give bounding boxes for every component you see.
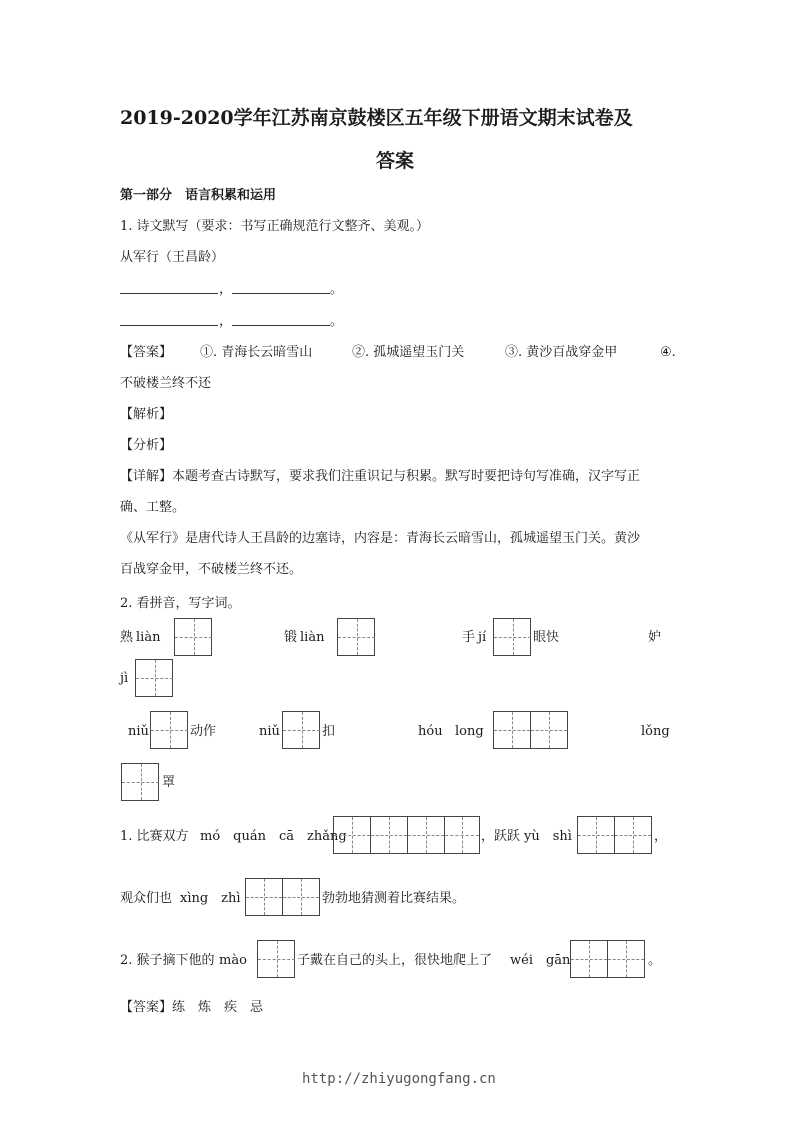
q2-pinyin: jí bbox=[478, 630, 487, 645]
tianzige-box[interactable] bbox=[333, 816, 480, 854]
tianzige-box[interactable] bbox=[245, 878, 320, 916]
q2-prompt: 2. 看拼音，写字词。 bbox=[120, 596, 241, 611]
sentence-text: 2. 猴子摘下他的 bbox=[120, 953, 215, 968]
q2-char: 锻 bbox=[284, 630, 298, 645]
tianzige-box[interactable] bbox=[121, 763, 159, 801]
q2-pinyin: jì bbox=[120, 671, 129, 686]
blank-line bbox=[120, 325, 218, 326]
q2-pinyin: liàn bbox=[136, 630, 161, 645]
sentence-pinyin: xìng zhì bbox=[180, 891, 241, 906]
answer-item-4: ④. bbox=[660, 345, 676, 360]
tianzige-box[interactable] bbox=[337, 618, 375, 656]
answer-continuation: 不破楼兰终不还 bbox=[120, 376, 212, 391]
detail-line: 【详解】本题考查古诗默写，要求我们注重识记与积累。默写时要把诗句写准确，汉字写正 bbox=[120, 469, 641, 484]
q2-answer: 【答案】练 炼 疾 忌 bbox=[120, 1000, 264, 1015]
q2-char: 罩 bbox=[162, 775, 176, 790]
sentence-pinyin: wéi gān bbox=[510, 953, 571, 968]
tianzige-box[interactable] bbox=[257, 940, 295, 978]
sentence-text: 1. 比赛双方 bbox=[120, 829, 189, 844]
q2-char: 妒 bbox=[648, 630, 662, 645]
sentence-pinyin: yù shì bbox=[524, 829, 572, 844]
blank-line bbox=[120, 293, 218, 294]
comma: ， bbox=[219, 282, 233, 297]
tianzige-box[interactable] bbox=[493, 711, 568, 749]
tianzige-box[interactable] bbox=[174, 618, 212, 656]
period: 。 bbox=[330, 314, 344, 329]
sentence-text: 。 bbox=[648, 953, 662, 968]
section-heading: 第一部分 语言积累和运用 bbox=[120, 188, 277, 203]
q2-pinyin: lǒng bbox=[641, 724, 670, 739]
sentence-text: ， bbox=[654, 829, 668, 844]
jiexi-label: 【解析】 bbox=[120, 407, 173, 422]
sentence-pinyin: mào bbox=[219, 953, 247, 968]
q2-char: 熟 bbox=[120, 630, 134, 645]
detail-line: 百战穿金甲，不破楼兰终不还。 bbox=[120, 562, 303, 577]
sentence-text: 勃勃地猜测着比赛结果。 bbox=[322, 891, 466, 906]
footer-url[interactable]: http://zhiyugongfang.cn bbox=[302, 1071, 496, 1087]
answer-item-3: ③. 黄沙百战穿金甲 bbox=[505, 345, 618, 360]
q2-char: 手 bbox=[462, 630, 476, 645]
tianzige-box[interactable] bbox=[135, 659, 173, 697]
q2-char: 扣 bbox=[322, 724, 336, 739]
document-title-line1: 2019-2020学年江苏南京鼓楼区五年级下册语文期末试卷及 bbox=[120, 107, 633, 129]
q2-char: 动作 bbox=[190, 724, 217, 739]
tianzige-box[interactable] bbox=[570, 940, 645, 978]
sentence-pinyin: mó quán cā zhǎng bbox=[200, 829, 347, 844]
blank-line bbox=[232, 325, 330, 326]
detail-line: 确、工整。 bbox=[120, 500, 186, 515]
tianzige-box[interactable] bbox=[577, 816, 652, 854]
blank-line bbox=[232, 293, 330, 294]
sentence-text: 子戴在自己的头上，很快地爬上了 bbox=[297, 953, 493, 968]
q2-pinyin: hóu bbox=[418, 724, 443, 739]
document-title-line2: 答案 bbox=[376, 150, 415, 172]
tianzige-box[interactable] bbox=[282, 711, 320, 749]
q1-poem-title: 从军行（王昌龄） bbox=[120, 250, 225, 265]
tianzige-box[interactable] bbox=[150, 711, 188, 749]
q2-pinyin: niǔ bbox=[128, 724, 149, 739]
q2-pinyin: niǔ bbox=[259, 724, 280, 739]
q2-char: 眼快 bbox=[533, 630, 560, 645]
q1-prompt: 1. 诗文默写（要求：书写正确规范行文整齐、美观。） bbox=[120, 219, 430, 234]
comma: ， bbox=[219, 314, 233, 329]
period: 。 bbox=[330, 282, 344, 297]
tianzige-box[interactable] bbox=[493, 618, 531, 656]
q2-pinyin: liàn bbox=[300, 630, 325, 645]
detail-line: 《从军行》是唐代诗人王昌龄的边塞诗，内容是：青海长云暗雪山，孤城遥望玉门关。黄沙 bbox=[120, 531, 641, 546]
answer-item-2: ②. 孤城遥望玉门关 bbox=[352, 345, 465, 360]
answer-item-1: ①. 青海长云暗雪山 bbox=[200, 345, 313, 360]
fenxi-label: 【分析】 bbox=[120, 438, 173, 453]
answer-label: 【答案】 bbox=[120, 345, 173, 360]
sentence-text: ，跃跃 bbox=[481, 829, 521, 844]
q2-pinyin: long bbox=[455, 724, 484, 739]
sentence-text: 观众们也 bbox=[120, 891, 173, 906]
